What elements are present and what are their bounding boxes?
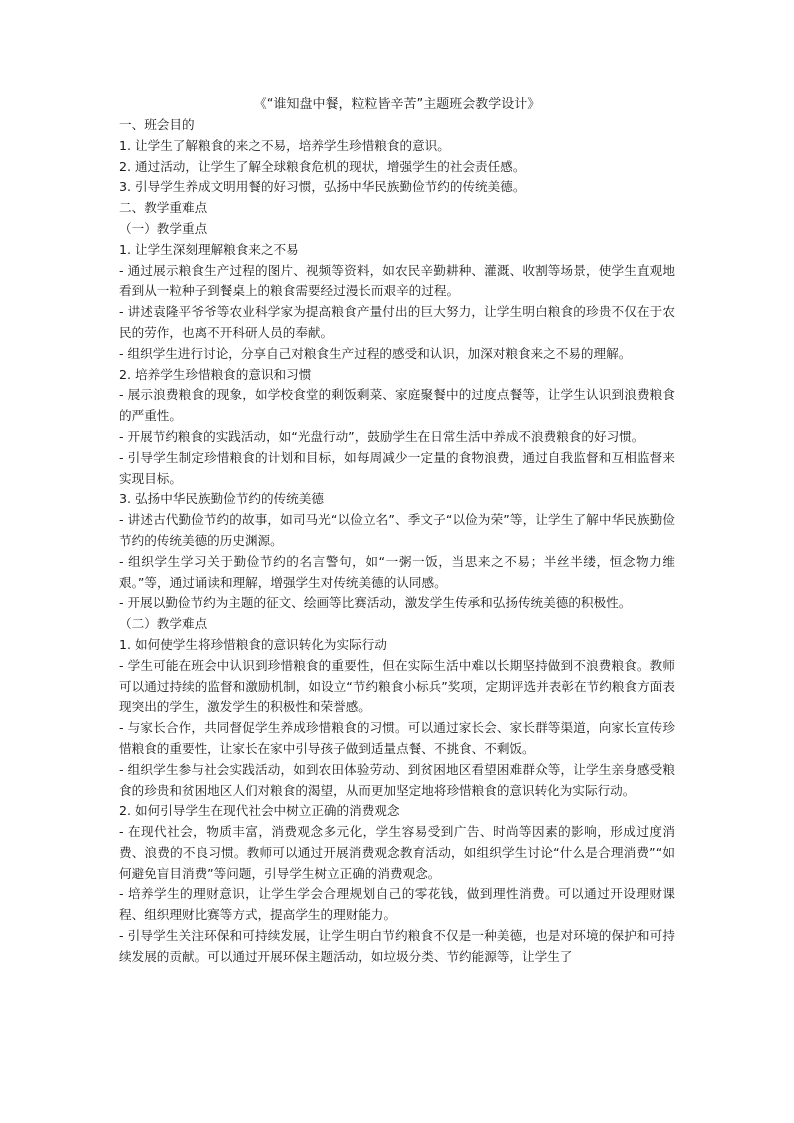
body-paragraph: - 组织学生参与社会实践活动，如到农田体验劳动、到贫困地区看望困难群众等，让学生亲身感受粮食的珍贵和贫困地区人们对粮食的渴望，从而更加坚定地将珍惜粮食的意识转化为实际行动。	[119, 761, 675, 798]
document-title: 《“谁知盘中餐，粒粒皆辛苦”主题班会教学设计》	[253, 97, 541, 112]
section-heading: 二、教学重难点	[119, 200, 208, 216]
numbered-item: 2. 培养学生珍惜粮食的意识和习惯	[119, 366, 312, 382]
numbered-item: 2. 如何引导学生在现代社会中树立正确的消费观念	[119, 803, 400, 819]
numbered-item: 1. 如何使学生将珍惜粮食的意识转化为实际行动	[119, 636, 387, 652]
numbered-item: 3. 弘扬中华民族勤俭节约的传统美德	[119, 491, 324, 507]
body-paragraph: - 通过展示粮食生产过程的图片、视频等资料，如农民辛勤耕种、灌溉、收割等场景，使学生直观地看到从一粒种子到餐桌上的粮食需要经过漫长而艰辛的过程。	[119, 262, 675, 299]
body-paragraph: - 开展以勤俭节约为主题的征文、绘画等比赛活动，激发学生传承和弘扬传统美德的积极性。	[119, 595, 632, 611]
body-paragraph: - 开展节约粮食的实践活动，如“光盘行动”，鼓励学生在日常生活中养成不浪费粮食的好习惯。	[119, 428, 645, 444]
body-paragraph: - 培养学生的理财意识，让学生学会合理规划自己的零花钱，做到理性消费。可以通过开设理财课程、组织理财比赛等方式，提高学生的理财能力。	[119, 886, 675, 923]
section-heading: （一）教学重点	[119, 220, 208, 236]
body-paragraph: - 组织学生进行讨论，分享自己对粮食生产过程的感受和认识，加深对粮食来之不易的理解。	[119, 345, 632, 361]
body-paragraph: - 在现代社会，物质丰富，消费观念多元化，学生容易受到广告、时尚等因素的影响，形成过度消费、浪费的不良习惯。教师可以通过开展消费观念教育活动，如组织学生讨论“什么是合理消费”“如何避免盲目消费”等问题，引导学生树立正确的消费观念。	[119, 824, 675, 881]
body-paragraph: - 学生可能在班会中认识到珍惜粮食的重要性，但在实际生活中难以长期坚持做到不浪费粮食。教师可以通过持续的监督和激励机制，如设立“节约粮食小标兵”奖项，定期评选并表彰在节约粮食方面表现突出的学生，激发学生的积极性和荣誉感。	[119, 657, 675, 715]
body-paragraph: - 引导学生关注环保和可持续发展，让学生明白节约粮食不仅是一种美德，也是对环境的保护和可持续发展的贡献。可以通过开展环保主题活动，如垃圾分类、节约能源等，让学生了	[119, 928, 675, 964]
body-paragraph: - 与家长合作，共同督促学生养成珍惜粮食的习惯。可以通过家长会、家长群等渠道，向家长宣传珍惜粮食的重要性，让家长在家中引导孩子做到适量点餐、不挑食、不剩饭。	[119, 720, 675, 756]
numbered-item: 1. 让学生深刻理解粮食来之不易	[119, 241, 299, 257]
body-paragraph: - 讲述袁隆平爷爷等农业科学家为提高粮食产量付出的巨大努力，让学生明白粮食的珍贵不仅在于农民的劳作，也离不开科研人员的奉献。	[119, 304, 675, 340]
section-heading: 一、班会目的	[119, 117, 195, 132]
section-heading: （二）教学难点	[119, 616, 208, 632]
numbered-item: 2. 通过活动，让学生了解全球粮食危机的现状，增强学生的社会责任感。	[119, 158, 526, 174]
document-page	[119, 94, 675, 968]
document-body	[119, 115, 675, 968]
numbered-item: 3. 引导学生养成文明用餐的好习惯，弘扬中华民族勤俭节约的传统美德。	[119, 179, 526, 195]
numbered-item: 1. 让学生了解粮食的来之不易，培养学生珍惜粮食的意识。	[119, 137, 450, 153]
body-paragraph: - 组织学生学习关于勤俭节约的名言警句，如“一粥一饭，当思来之不易；半丝半缕，恒念物力维艰。”等，通过诵读和理解，增强学生对传统美德的认同感。	[119, 553, 675, 590]
body-paragraph: - 引导学生制定珍惜粮食的计划和目标，如每周减少一定量的食物浪费，通过自我监督和互相监督来实现目标。	[119, 449, 675, 486]
body-paragraph: - 展示浪费粮食的现象，如学校食堂的剩饭剩菜、家庭聚餐中的过度点餐等，让学生认识到浪费粮食的严重性。	[119, 387, 675, 424]
body-paragraph: - 讲述古代勤俭节约的故事，如司马光“以俭立名”、季文子“以俭为荣”等，让学生了解中华民族勤俭节约的传统美德的历史渊源。	[119, 512, 675, 548]
